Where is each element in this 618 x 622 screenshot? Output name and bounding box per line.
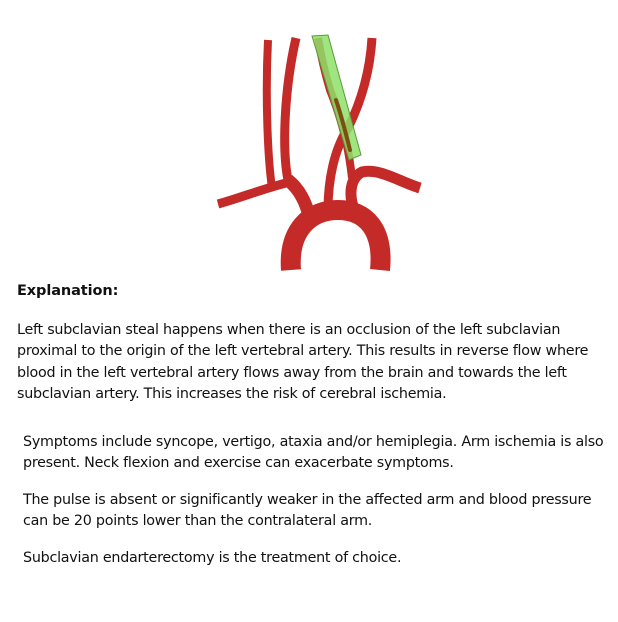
brachiocephalic-trunk [288, 180, 310, 220]
explanation-heading: Explanation: [17, 283, 119, 299]
explanation-paragraph: Left subclavian steal happens when there is an occlusion of the left subclavian proximal to the origin of the left vertebral artery. This results in reverse flow where blood in the left vertebral artery flows away from the brain and towards the left subclavian artery. This increases the risk of cerebral ischemia. [17, 322, 589, 402]
symptoms-paragraph: Symptoms include syncope, vertigo, ataxia and/or hemiplegia. Arm ischemia is also present. Neck flexion and exercise can exacerbate symptoms. [23, 434, 604, 472]
treatment-paragraph: Subclavian endarterectomy is the treatment of choice. [23, 550, 402, 566]
right-common-carotid [285, 38, 296, 180]
pulse-paragraph: The pulse is absent or significantly weaker in the affected arm and blood pressure can be 20 points lower than the contralateral arm. [23, 492, 592, 530]
subclavian-steal-diagram [210, 30, 430, 275]
right-vertebral-artery [267, 40, 272, 188]
arteries [218, 38, 420, 270]
right-subclavian-artery [218, 182, 290, 204]
